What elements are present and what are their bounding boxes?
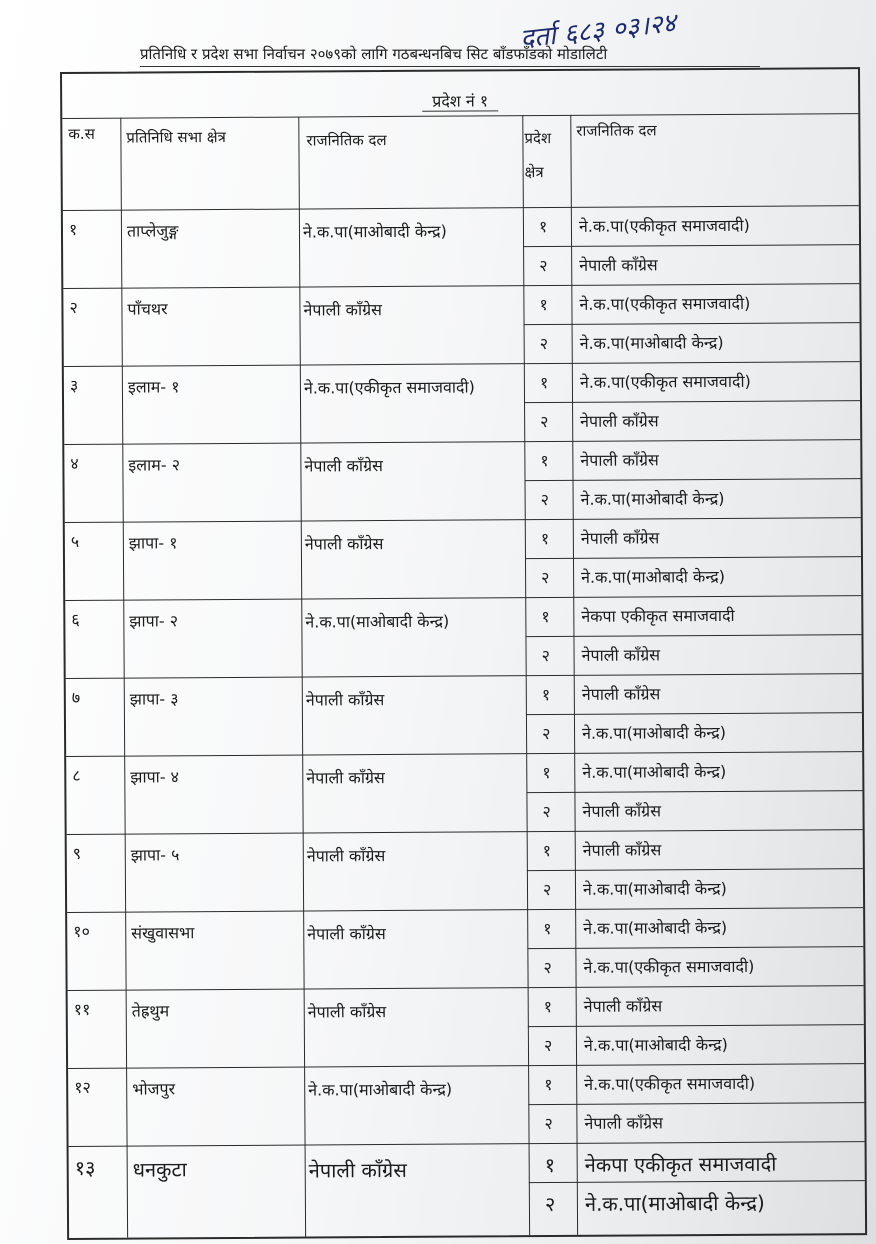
row-divider <box>65 595 861 601</box>
sub-row-divider <box>523 244 859 247</box>
hor-party: नेपाली काँग्रेस <box>304 534 384 554</box>
pa-party: ने.क.पा(माओबादी केन्द्र) <box>582 761 727 782</box>
header-party: राजनितिक दल <box>306 131 387 150</box>
sub-row-divider <box>529 1180 865 1183</box>
sub-row-divider <box>525 634 861 637</box>
header-province-constituency: प्रदेश क्षेत्र <box>524 129 552 182</box>
hor-party: ने.क.पा(माओबादी केन्द्र) <box>305 611 450 632</box>
sub-row-divider <box>526 790 862 793</box>
serial-number: १३ <box>74 1155 96 1180</box>
header-sn: क.स <box>68 124 95 143</box>
header-pa-party: राजनितिक दल <box>576 121 657 140</box>
pa-number: २ <box>542 802 551 822</box>
pa-party: नेपाली काँग्रेस <box>580 450 659 470</box>
serial-number: ४ <box>70 453 79 473</box>
serial-number: २ <box>69 297 78 317</box>
serial-number: ९ <box>72 843 82 863</box>
pa-number: २ <box>544 1114 553 1134</box>
serial-number: १० <box>73 921 90 941</box>
pa-party: ने.क.पा(माओबादी केन्द्र) <box>583 917 728 938</box>
pa-party: ने.क.पा(माओबादी केन्द्र) <box>582 878 727 899</box>
hor-party: ने.क.पा(एकीकृत समाजवादी) <box>303 377 475 398</box>
row-divider <box>64 439 860 445</box>
pa-number: १ <box>544 1152 556 1178</box>
sub-row-divider <box>527 868 863 871</box>
pa-party: नेपाली काँग्रेस <box>580 411 659 431</box>
sub-row-divider <box>524 400 860 403</box>
pa-number: २ <box>540 412 549 432</box>
pa-number: २ <box>539 256 548 276</box>
pa-number: १ <box>538 217 548 237</box>
handwritten-stamp: दर्ता ६८३ ०३।२४ <box>518 8 678 55</box>
hor-constituency: इलाम- २ <box>128 455 181 475</box>
sub-row-divider <box>528 1102 864 1105</box>
pa-number: १ <box>542 763 551 783</box>
pa-party: ने.क.पा(माओबादी केन्द्र) <box>581 566 726 587</box>
serial-number: ३ <box>69 375 79 395</box>
pa-number: २ <box>541 646 550 666</box>
pa-number: १ <box>541 685 551 705</box>
pa-party: नेकपा एकीकृत समाजवादी <box>581 605 735 626</box>
sub-row-divider <box>525 556 861 559</box>
serial-number: ६ <box>71 609 80 629</box>
hor-constituency: झापा- १ <box>128 533 178 553</box>
pa-party: ने.क.पा(माओबादी केन्द्र) <box>584 1190 765 1216</box>
pa-party: ने.क.पा(एकीकृत समाजवादी) <box>583 956 755 977</box>
hor-party: नेपाली काँग्रेस <box>307 1002 387 1022</box>
pa-number: २ <box>541 568 550 588</box>
pa-party: नेपाली काँग्रेस <box>584 1113 663 1133</box>
hor-constituency: इलाम- १ <box>127 377 180 397</box>
pa-number: १ <box>543 919 552 939</box>
serial-number: ११ <box>73 999 91 1019</box>
hor-constituency: झापा- २ <box>129 611 179 631</box>
row-divider <box>65 517 861 523</box>
hor-constituency: तेह्रथुम <box>131 1001 170 1021</box>
pa-party: ने.क.पा(माओबादी केन्द्र) <box>579 332 724 353</box>
pa-number: १ <box>540 451 549 471</box>
sub-row-divider <box>524 322 860 325</box>
sub-row-divider <box>526 712 862 715</box>
row-divider <box>68 985 864 991</box>
pa-number: २ <box>541 724 551 744</box>
pa-number: २ <box>542 880 552 900</box>
pa-party: नेपाली काँग्रेस <box>583 996 663 1016</box>
header-hor-constituency: प्रतिनिधि सभा क्षेत्र <box>126 127 226 147</box>
pa-number: २ <box>544 1191 556 1217</box>
hor-constituency: झापा- ५ <box>130 845 180 865</box>
pa-number: १ <box>540 529 550 549</box>
pa-party: ने.क.पा(एकीकृत समाजवादी) <box>578 215 750 236</box>
serial-number: ५ <box>70 531 80 551</box>
serial-number: ७ <box>71 687 81 707</box>
hor-party: नेपाली काँग्रेस <box>308 1157 407 1183</box>
hor-party: नेपाली काँग्रेस <box>303 300 382 320</box>
pa-party: ने.क.पा(माओबादी केन्द्र) <box>583 1034 728 1055</box>
pa-number: १ <box>539 373 549 393</box>
hor-constituency: पाँचथर <box>127 299 168 319</box>
hor-constituency: धनकुटा <box>132 1157 187 1182</box>
pa-party: नेपाली काँग्रेस <box>579 255 658 275</box>
pa-party: ने.क.पा(माओबादी केन्द्र) <box>580 488 725 509</box>
pa-party: नेपाली काँग्रेस <box>581 684 661 704</box>
pa-number: २ <box>539 334 549 354</box>
serial-number: १ <box>68 219 78 239</box>
row-divider <box>63 283 859 289</box>
hor-party: नेपाली काँग्रेस <box>307 924 386 944</box>
pa-party: ने.क.पा(एकीकृत समाजवादी) <box>579 371 751 392</box>
row-divider <box>66 673 862 679</box>
pa-number: १ <box>539 295 548 315</box>
row-divider <box>69 1141 865 1147</box>
row-divider <box>67 907 863 913</box>
sub-row-divider <box>528 1024 864 1027</box>
serial-number: १२ <box>74 1077 91 1097</box>
row-divider <box>64 361 860 367</box>
sub-row-divider <box>525 478 861 481</box>
pa-party: नेपाली काँग्रेस <box>582 801 662 821</box>
row-divider <box>63 205 859 211</box>
hor-constituency: ताप्लेजुङ्ग <box>126 221 179 241</box>
pa-party: नेपाली काँग्रेस <box>581 645 661 665</box>
document-title: प्रतिनिधि र प्रदेश सभा निर्वाचन २०७९को लागि गठबन्धनबिच सिट बाँडफाँडको मोडालिटी <box>140 44 760 67</box>
hor-party: नेपाली काँग्रेस <box>306 846 386 866</box>
serial-number: ८ <box>72 765 81 785</box>
province-heading: प्रदेश नं १ <box>62 87 858 118</box>
row-divider <box>68 1063 864 1069</box>
pa-party: ने.क.पा(एकीकृत समाजवादी) <box>579 293 751 314</box>
row-divider <box>66 751 862 757</box>
pa-party: नेपाली काँग्रेस <box>580 528 660 548</box>
pa-number: १ <box>541 607 550 627</box>
hor-constituency: झापा- ४ <box>130 767 180 787</box>
hor-constituency: भोजपुर <box>132 1079 176 1099</box>
hor-party: ने.क.पा(माओबादी केन्द्र) <box>302 221 447 242</box>
pa-number: २ <box>543 958 552 978</box>
hor-party: नेपाली काँग्रेस <box>306 768 385 788</box>
pa-number: १ <box>544 1075 553 1095</box>
pa-number: १ <box>542 841 552 861</box>
row-divider <box>67 829 863 835</box>
hor-constituency: संखुवासभा <box>131 923 195 943</box>
pa-party: नेकपा एकीकृत समाजवादी <box>584 1151 777 1177</box>
hor-party: नेपाली काँग्रेस <box>305 690 385 710</box>
pa-party: ने.क.पा(माओबादी केन्द्र) <box>581 722 726 743</box>
sub-row-divider <box>527 946 863 949</box>
seat-sharing-table <box>60 67 867 1240</box>
pa-party: नेपाली काँग्रेस <box>582 840 662 860</box>
hor-party: ने.क.पा(माओबादी केन्द्र) <box>308 1079 453 1100</box>
pa-number: १ <box>543 997 553 1017</box>
hor-constituency: झापा- ३ <box>129 689 179 709</box>
pa-number: २ <box>540 490 550 510</box>
hor-party: नेपाली काँग्रेस <box>304 456 383 476</box>
pa-party: ने.क.पा(एकीकृत समाजवादी) <box>584 1073 756 1094</box>
pa-number: २ <box>543 1036 553 1056</box>
